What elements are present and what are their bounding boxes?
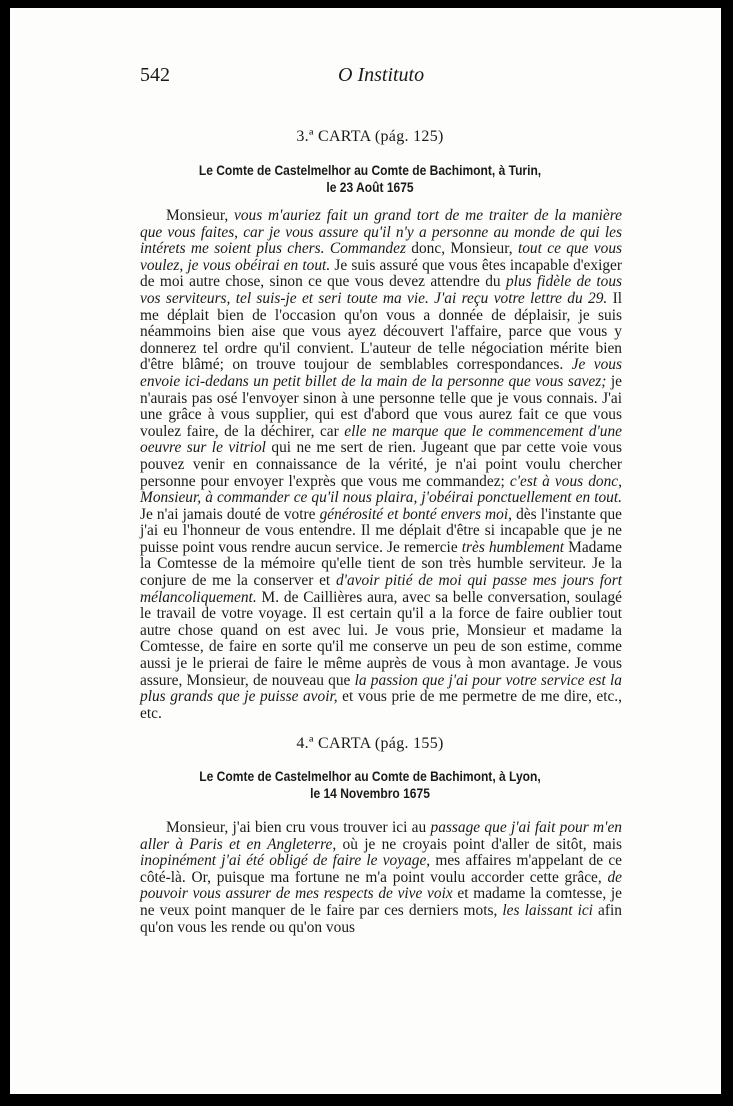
italic-text-run: de pouvoir vous assurer de mes respects de vive voix <box>140 868 622 903</box>
section-title-carta-3: 3.ª CARTA (pág. 125) <box>296 128 444 145</box>
text-run: Je suis assuré que vous êtes incapable d'exiger de moi autre chose, sinon ce que vous devez attendre du <box>140 256 623 291</box>
italic-text-run: vous m'auriez fait un grand tort de me traiter de la manière que vous faites, car je vous assure qu'il n'y a personne au monde de qui les intérets me soient plus chers. Commandez <box>140 207 622 258</box>
text-run: Madame la Comtesse de la mémoire qu'elle tient de son très humble serviteur. Je la conjure de me la conserver et <box>140 538 622 590</box>
text-run: où je ne croyais point d'aller de sitôt, mais <box>336 835 622 853</box>
section-title-carta-4: 4.ª CARTA (pág. 155) <box>296 735 444 752</box>
italic-text-run: passage que j'ai fait pour m'en aller à Paris et en Angleterre, <box>140 819 622 853</box>
italic-text-run: d'avoir pitié de moi qui passe mes jours fort mélancoliquement. <box>140 572 622 606</box>
text-run: Monsieur, <box>166 207 235 224</box>
italic-text-run: plus fidèle de tous vos serviteurs, tel suis-je et seri toute ma vie. J'ai reçu votre lettre du 29. <box>140 273 622 307</box>
italic-text-run: les laissant ici <box>502 901 593 919</box>
text-run: Il me déplait bien de l'occasion qu'on vous a donnée de déplaisir, je suis néammoins bien aise que vous ayez découvert l'affaire, parce que vous y donnerez tel ordre qu'il convient. L'auteur de telle négociation mérite bien d'être blâmé; on trouve toujour de semblables correspondances. <box>140 289 623 374</box>
page-number: 542 <box>140 64 170 86</box>
text-run: Je n'ai jamais douté de votre <box>140 505 320 523</box>
italic-text-run: très humblement <box>461 538 565 556</box>
letter-heading-line-2: le 14 Novembro 1675 <box>310 785 430 801</box>
letter-heading-carta-3 <box>172 162 568 196</box>
text-run: qui ne me sert de rien. Jugeant que par cette voie vous pouvez venir en connaissance de la vérité, je n'ai point voulu chercher personne pour envoyer l'exprès que vous me commandez; <box>140 439 623 490</box>
text-run: Monsieur, j'ai bien cru vous trouver ici au <box>166 819 431 836</box>
letter-heading-line-1: Le Comte de Castelmelhor au Comte de Bachimont, à Lyon, <box>199 768 541 784</box>
italic-text-run: inopinément j'ai été obligé de faire le voyage, <box>140 852 431 870</box>
text-run: dès l'instante que j'ai eu l'honneur de vous entendre. Il me déplait d'être si incapable que je ne puisse point vous rendre aucun service. Je remercie <box>140 505 622 556</box>
letter-heading-carta-4 <box>172 768 568 802</box>
text-run: et madame la comtesse, je ne veux point manquer de le faire par ces derniers mots, <box>140 885 622 919</box>
letter-body-carta-4 <box>140 820 622 936</box>
letter-heading-line-1: Le Comte de Castelmelhor au Comte de Bachimont, à Turin, <box>198 162 542 178</box>
italic-text-run: générosité et bonté envers moi, <box>319 505 512 523</box>
text-run: M. de Caillières aura, avec sa belle conversation, soulagé le travail de votre voyage. Il est certain qu'il a la force de faire oublier tout autre chose quand on est avec lui. Je vous prie, Monsieur et madame la Comtesse, de faire en sorte qu'il me conserve un peu de son estime, comme aussi je le prierai de faire le même auprès de vous à mon avantage. Je vous assure, Monsieur, de nouveau que <box>140 588 622 689</box>
text-run: je n'aurais pas osé l'envoyer sinon à une personne telle que je vous connais. J'ai une grâce à vous supplier, qui est d'abord que vous aurez fait ce que vous voulez faire, de la déchirer, car <box>140 372 622 440</box>
italic-text-run: c'est à vous donc, Monsieur, à commander ce qu'il nous plaira, j'obéirai ponctuellement en tout. <box>140 472 622 507</box>
text-run: donc, Monsieur, <box>405 240 518 258</box>
letter-body-carta-3 <box>140 208 622 722</box>
italic-text-run: elle ne marque que le commencement d'une oeuvre sur le vitriol <box>140 422 622 457</box>
text-run: et vous prie de me permetre de me dire, etc., etc. <box>140 688 622 722</box>
page-header <box>140 64 600 92</box>
letter-heading-line-2: le 23 Août 1675 <box>326 179 414 195</box>
text-run: mes affaires m'appelant de ce côté-là. Or, puisque ma fortune ne m'a point voulu accorder cette grâce, <box>140 852 622 886</box>
italic-text-run: la passion que j'ai pour votre service est la plus grands que je puisse avoir, <box>140 671 622 706</box>
text-run: afin qu'on vous les rende ou qu'on vous <box>140 901 622 936</box>
italic-text-run: tout ce que vous voulez, je vous obéirai en tout. <box>140 240 623 274</box>
running-title: O Instituto <box>338 64 425 86</box>
italic-text-run: Je vous envoie ici-dedans un petit billet de la main de la personne que vous savez; <box>140 356 622 390</box>
